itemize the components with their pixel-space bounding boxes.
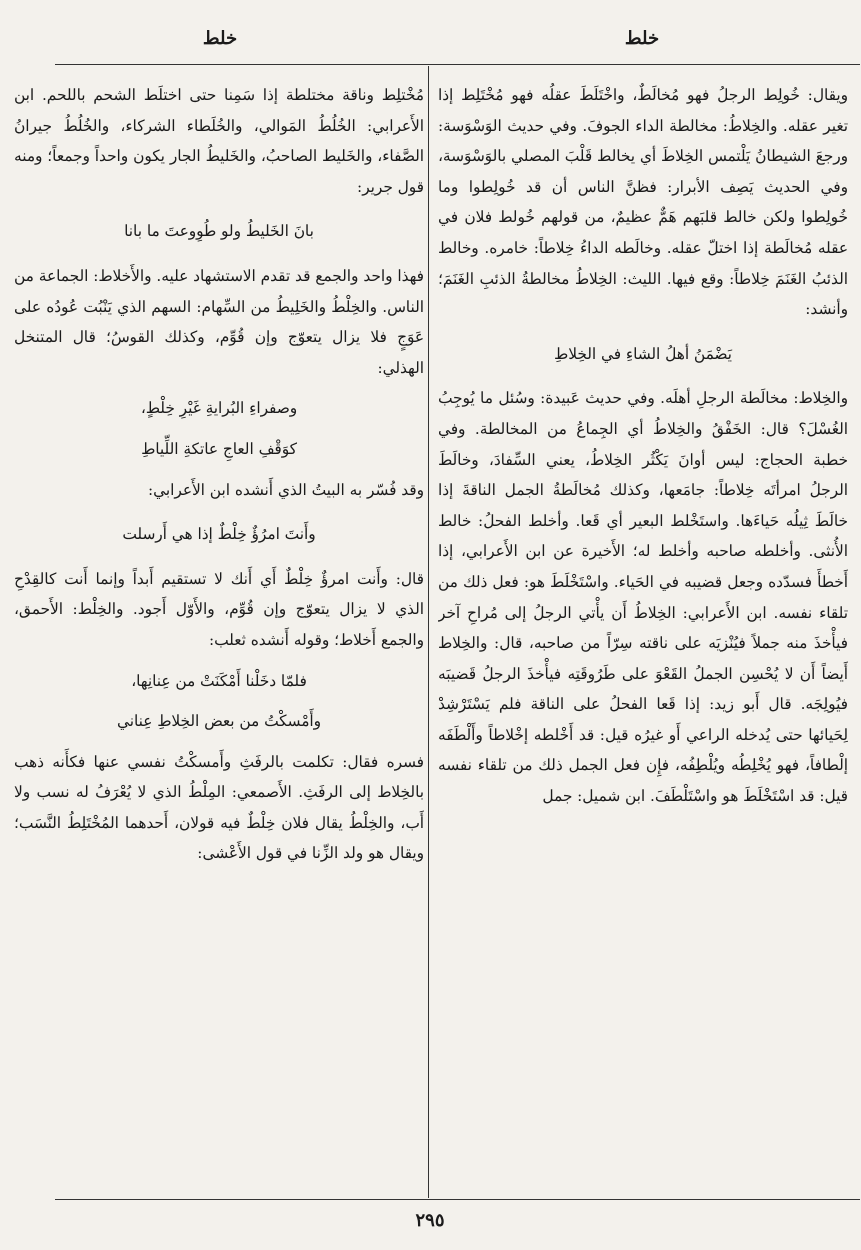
running-header-right: خلط: [624, 28, 660, 49]
paragraph: والخِلاط: مخالَطة الرجلِ أهلَه. وفي حديث عَبيدة: وسُئل ما يُوجِبُ الغُسْلَ؟ قال: الخَفْقُ والخِلاطُ أي الجِماعُ من المخالطة. وفي خطبة الحجاج: ليس أوانَ يَكْثُر الخِلاطُ، يعني السِّفادَ، وخالَطَ الرجلُ امرأتَه خِلاطاً: جامَعها، وكذلك مُخالَطةُ الجمل الناقةَ إذا خالَطَ ثِيلُه حَياءَها. واستَخْلط البعير أي قَعا. وأخلط الفحلُ: خالط الأُنثى. وأخلطه صاحبه وأخلط له؛ الأَخيرة عن ابن الأَعرابي، إذا أَخطأَ فسدّده وجعل قضيبه في الحَياء. واسْتَخْلَطَ هو: فعل ذلك من تلقاء نفسه. ابن الأَعرابي: الخِلاطُ أَن يأْتي الرجلُ إلى مُراحِ آخر فيأْخذَ منه جملاً فيُنْزيَه على ناقته سِرّاً من صاحبه، قال: والخِلاط أَيضاً أَن لا يُحْسِن الجملُ القَعْوَ على طَرُوقَتِه فيأْخذَ الرجلُ قَضيبَه فيُولِجَه. قال أَبو زيد: إذا قَعا الفحلُ على الناقة فلم يَسْتَرْشِدْ لِحَيائها حتى يُدخله الراعي أَو غيرُه قيل: قد أَخْلطه إخْلاطاً وأَلْطَفَه إلْطافاً، فهو يُخْلِطُه ويُلْطِفُه، فإِن فعل الجمل ذلك من تلقاء نفسه قيل: قد اسْتَخْلَطَ هو واسْتَلْطَفَ. ابن شميل: جمل: [438, 389, 848, 806]
verse: وأَنتَ امرُؤٌ خِلْطٌ إذا هي أَرسلت: [122, 525, 316, 544]
paragraph: مُخْتلِط وناقة مختلطة إذا سَمِنا حتى اختلَط الشحم باللحم. ابن الأَعرابي: الخُلُطُ المَوالي، والخُلَطاء الشركاء، والخُلُطُ جيرانُ الصَّفاء، والخَليط الصاحبُ، والخَليطُ الجار يكون واحداً وجمعاً؛ ومنه قول جرير:: [14, 86, 424, 196]
paragraph: وقد فُسّر به البيتُ الذي أَنشده ابن الأَعرابي:: [147, 480, 424, 499]
left-column: [14, 80, 424, 1190]
header-rule: [55, 64, 860, 65]
footer-rule: [55, 1199, 860, 1200]
verse: يَضْمَنُ أهلُ الشاءِ في الخِلاطِ: [554, 344, 732, 363]
paragraph: ويقال: خُولِط الرجلُ فهو مُخالَطٌ، واخْتَلَطَ عقلُه فهو مُخْتَلِط إذا تغير عقله. والخِلاطُ: مخالطة الداء الجوفَ. وفي حديث الوَسْوَسة: ورجعَ الشيطانُ يَلْتمس الخِلاطَ أي يخالط قَلْبَ المصلي بالوَسْوَسة، وفي الحديث يَصِف الأبرار: فظنَّ الناس أن قد خُولِطوا وما خُولِطوا ولكن خالط قلبَهم هَمٌّ عظيمٌ، من قولهم خُولط فلان في عقله مُخالَطة إذا اختلّ عقله. وخالَطه الداءُ خِلاطاً: خامره. وخالط الذئبُ الغَنَمَ خِلاطاً: وقع فيها. الليث: الخِلاطُ مخالطةُ الذئبِ الغَنَمَ؛ وأنشد:: [438, 86, 848, 319]
running-header-left: خلط: [202, 28, 238, 49]
verse-line: فلمّا دخَلْنا أَمْكَنَتْ من عِنانِها،: [131, 671, 307, 690]
verse: بانَ الخَليطُ ولو طُوِوعتَ ما بانا: [124, 222, 314, 241]
paragraph: فهذا واحد والجمع قد تقدم الاستشهاد عليه. والأَخلاط: الجماعة من الناس. والخِلْطُ والخَلِيطُ من السِّهام: السهم الذي يَنْبُت عُودُه على عَوَجٍ فلا يزال يتعوّج وإن قُوِّم، وكذلك القوسُ؛ قال المتنخل الهذلي:: [14, 266, 424, 377]
verse-line: وصفراءِ البُرايةِ غَيْرِ خِلْطٍ،: [140, 399, 298, 418]
paragraph: فسره فقال: تكلمت بالرفَثِ وأَمسكْتُ نفسي عنها فكأَنه ذهب بالخِلاط إلى الرفَثِ. الأَصمعي: المِلْطُ الذي لا يُعْرَفُ له نسب ولا أَب، والخِلْطُ يقال فلان خِلْطٌ فيه قولان، أَحدهما المُخْتَلِطُ النَّسَب؛ ويقال هو ولد الزِّنا في قول الأَعْشى:: [14, 752, 424, 863]
column-divider: [428, 66, 429, 1198]
verse-line: كوَقْفِ العاجِ عاتكةِ اللِّياطِ: [141, 439, 297, 458]
paragraph: قال: وأَنت امرؤٌ خِلْطٌ أَي أَنك لا تستقيم أَبداً وإنما أَنت كالقِدْحِ الذي لا يزال يتعوّج وإن قُوِّم، والأَوّل أَجود. والخِلْط: الأَحمق، والجمع أَخلاط؛ وقوله أَنشده ثعلب:: [14, 569, 424, 649]
page-number: ٢٩٥: [415, 1210, 445, 1231]
right-column: [438, 80, 848, 1190]
verse-line: وأَمْسكْتُ من بعض الخِلاطِ عِناني: [116, 712, 322, 731]
